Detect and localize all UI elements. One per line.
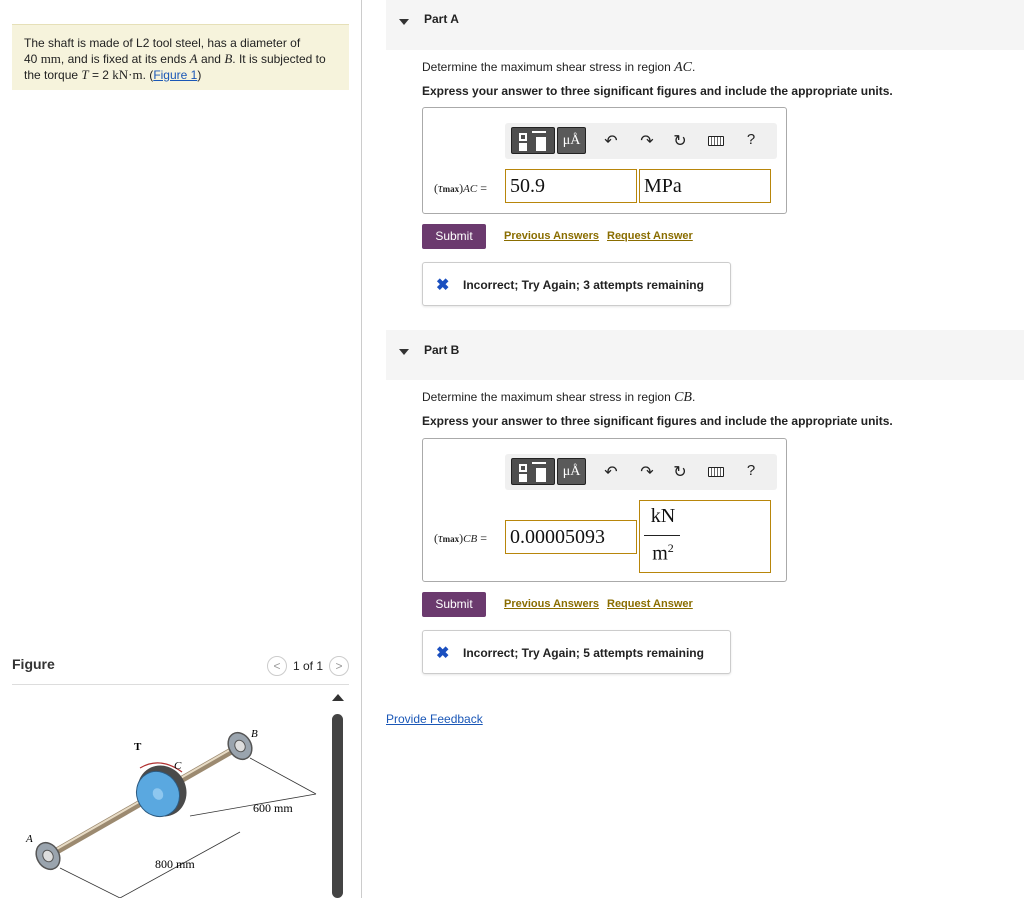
help-icon[interactable]: ? bbox=[746, 462, 756, 479]
units-button[interactable]: μÅ bbox=[557, 458, 586, 485]
part-a-previous-answers-link[interactable]: Previous Answers bbox=[504, 230, 599, 242]
part-b-title: Part B bbox=[424, 343, 460, 357]
chevron-left-icon: < bbox=[273, 659, 281, 673]
figure-title: Figure bbox=[12, 656, 55, 672]
scroll-up-arrow[interactable] bbox=[332, 694, 344, 701]
dimension-ac: 800 mm bbox=[155, 857, 195, 871]
part-b-feedback bbox=[422, 630, 731, 674]
part-b-answer-box bbox=[422, 438, 787, 582]
next-figure-button[interactable] bbox=[329, 656, 349, 676]
keyboard-icon[interactable] bbox=[708, 136, 724, 146]
collapse-triangle-icon bbox=[399, 19, 409, 25]
part-a-toolbar bbox=[505, 123, 777, 159]
part-a-header[interactable] bbox=[386, 0, 1024, 50]
part-b-header[interactable] bbox=[386, 330, 1024, 380]
problem-line-3: the torque T = 2 kN·m. (Figure 1) bbox=[24, 67, 202, 82]
part-a-title: Part A bbox=[424, 12, 459, 26]
units-button[interactable]: μÅ bbox=[557, 127, 586, 154]
part-b-submit-button[interactable]: Submit bbox=[422, 592, 486, 617]
problem-statement bbox=[12, 24, 349, 90]
part-a-feedback bbox=[422, 262, 731, 306]
label-c: C bbox=[174, 760, 182, 772]
incorrect-x-icon: ✖ bbox=[436, 277, 450, 294]
chevron-right-icon: > bbox=[335, 659, 343, 673]
templates-icon[interactable] bbox=[511, 127, 555, 154]
column-divider bbox=[361, 0, 362, 898]
redo-icon[interactable]: ↷ bbox=[640, 464, 654, 481]
problem-line-2: 40 mm, and is fixed at its ends A and B. It is subjected to bbox=[24, 51, 326, 66]
label-t: T bbox=[134, 741, 142, 753]
part-a-answer-label: (τmax)AC = bbox=[434, 180, 487, 195]
figure-header bbox=[12, 652, 349, 685]
fraction-bar bbox=[644, 535, 680, 536]
part-a-instruction: Express your answer to three significant figures and include the appropriate units. bbox=[422, 84, 893, 98]
part-b-request-answer-link[interactable]: Request Answer bbox=[607, 598, 693, 610]
units-numerator: kN bbox=[650, 505, 676, 527]
part-b-previous-answers-link[interactable]: Previous Answers bbox=[504, 598, 599, 610]
figure-link[interactable]: Figure 1 bbox=[153, 68, 198, 82]
part-b-units-input[interactable] bbox=[639, 500, 771, 573]
part-a-submit-button[interactable]: Submit bbox=[422, 224, 486, 249]
redo-icon[interactable]: ↷ bbox=[640, 133, 654, 150]
label-b: B bbox=[251, 728, 258, 740]
scrollbar-thumb[interactable] bbox=[332, 714, 343, 898]
help-icon[interactable]: ? bbox=[746, 131, 756, 148]
part-b-value-input[interactable]: 0.00005093 bbox=[505, 520, 637, 554]
part-b-instruction: Express your answer to three significant figures and include the appropriate units. bbox=[422, 414, 893, 428]
part-a-answer-box bbox=[422, 107, 787, 214]
reset-icon[interactable]: ↻ bbox=[673, 133, 687, 150]
keyboard-icon[interactable] bbox=[708, 467, 724, 477]
dimension-line-a bbox=[60, 868, 120, 898]
undo-icon[interactable]: ↶ bbox=[604, 464, 618, 481]
part-b-feedback-text: Incorrect; Try Again; 5 attempts remaining bbox=[463, 646, 704, 660]
dimension-cb: 600 mm bbox=[253, 801, 293, 815]
part-b-answer-label: (τmax)CB = bbox=[434, 530, 487, 545]
reset-icon[interactable]: ↻ bbox=[673, 464, 687, 481]
figure-pager bbox=[267, 656, 349, 676]
templates-icon[interactable] bbox=[511, 458, 555, 485]
collapse-triangle-icon bbox=[399, 349, 409, 355]
part-a-feedback-text: Incorrect; Try Again; 3 attempts remaining bbox=[463, 278, 704, 292]
part-b-toolbar bbox=[505, 454, 777, 490]
dimension-line-b bbox=[250, 758, 316, 794]
part-a-request-answer-link[interactable]: Request Answer bbox=[607, 230, 693, 242]
part-a-units-input[interactable]: MPa bbox=[639, 169, 771, 203]
provide-feedback-link[interactable]: Provide Feedback bbox=[386, 712, 483, 726]
part-b-question: Determine the maximum shear stress in region CB. bbox=[422, 390, 696, 405]
problem-line-1: The shaft is made of L2 tool steel, has a diameter of bbox=[24, 36, 301, 50]
undo-icon[interactable]: ↶ bbox=[604, 133, 618, 150]
incorrect-x-icon: ✖ bbox=[436, 645, 450, 662]
shaft-diagram bbox=[0, 690, 345, 898]
figure-page-count: 1 of 1 bbox=[292, 659, 323, 673]
figure-image bbox=[0, 690, 345, 898]
part-a-value-input[interactable]: 50.9 bbox=[505, 169, 637, 203]
prev-figure-button[interactable] bbox=[267, 656, 287, 676]
part-a-question: Determine the maximum shear stress in region AC. bbox=[422, 60, 696, 75]
units-denominator: $m^2$ bbox=[652, 541, 674, 565]
label-a: A bbox=[26, 833, 33, 845]
